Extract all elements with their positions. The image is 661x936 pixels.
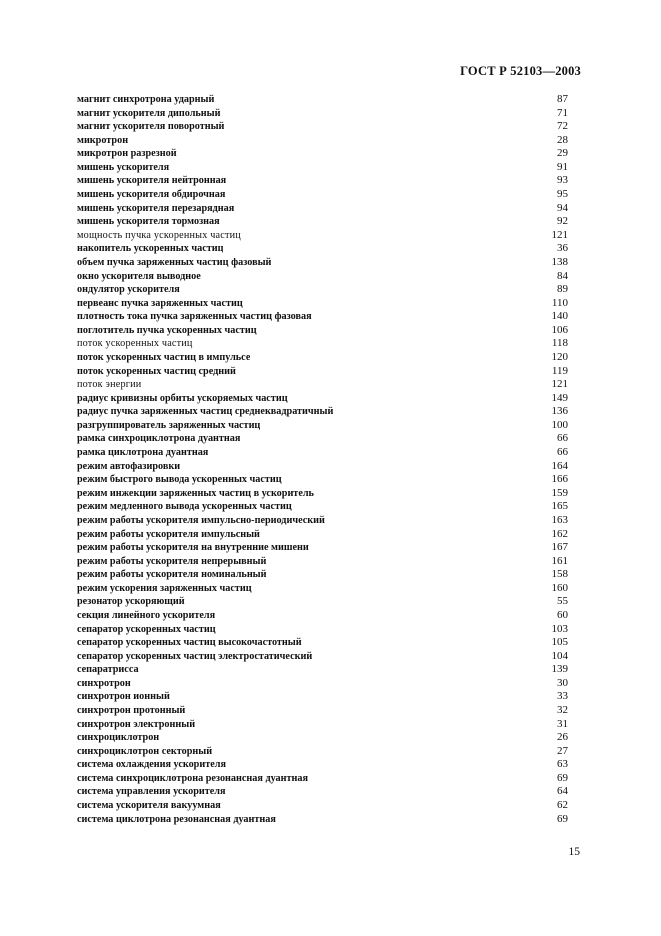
index-term: разгруппирователь заряженных частиц: [77, 419, 261, 431]
index-entry: [77, 188, 568, 202]
index-entry: [77, 446, 568, 460]
index-term: сепаратрисса: [77, 664, 139, 676]
index-term: микротрон разрезной: [77, 148, 177, 160]
index-term-number: 120: [551, 350, 568, 363]
index-term-number: 26: [557, 731, 568, 744]
index-term: накопитель ускоренных частиц: [77, 243, 224, 255]
index-term: синхроциклотрон секторный: [77, 745, 213, 757]
index-term-number: 95: [557, 188, 568, 201]
index-term-number: 119: [551, 364, 568, 377]
index-entry: [77, 582, 568, 596]
index-term-number: 31: [557, 717, 568, 730]
index-term: рамка циклотрона дуантная: [77, 447, 209, 459]
index-term: режим инжекции заряженных частиц в ускоритель: [77, 487, 314, 499]
index-entry: [77, 107, 568, 121]
index-term: режим ускорения заряженных частиц: [77, 582, 252, 594]
index-term: радиус кривизны орбиты ускоряемых частиц: [77, 392, 288, 404]
index-entry: [77, 758, 568, 772]
index-term-number: 104: [551, 649, 568, 662]
index-entry: [77, 813, 568, 827]
index-term: система циклотрона резонансная дуантная: [77, 813, 276, 825]
index-term-number: 161: [551, 554, 568, 567]
index-entry: [77, 704, 568, 718]
index-term-number: 159: [551, 486, 568, 499]
index-term-number: 72: [557, 120, 568, 133]
index-term-number: 167: [551, 541, 568, 554]
index-entry: [77, 636, 568, 650]
index-term: поток энергии: [77, 379, 142, 391]
index-entry: [77, 745, 568, 759]
index-term-number: 27: [557, 744, 568, 757]
index-term-number: 36: [557, 242, 568, 255]
index-term-number: 87: [557, 93, 568, 105]
index-entry: [77, 460, 568, 474]
index-term: сепаратор ускоренных частиц: [77, 623, 216, 635]
index-term-number: 103: [551, 622, 568, 635]
index-term: режим медленного вывода ускоренных частиц: [77, 501, 292, 513]
index-term: рамка синхроциклотрона дуантная: [77, 433, 241, 445]
index-entry: [77, 690, 568, 704]
index-term-number: 64: [557, 785, 568, 798]
index-term: синхротрон электронный: [77, 718, 196, 730]
index-term: магнит ускорителя поворотный: [77, 121, 225, 133]
index-term-number: 89: [557, 283, 568, 296]
index-entry: [77, 772, 568, 786]
index-term-number: 100: [551, 418, 568, 431]
index-term-number: 118: [551, 337, 568, 350]
index-term: объем пучка заряженных частиц фазовый: [77, 256, 272, 268]
index-term-number: 94: [557, 201, 568, 214]
index-term: магнит ускорителя дипольный: [77, 107, 221, 119]
index-entry: [77, 731, 568, 745]
index-term-number: 121: [551, 228, 568, 241]
index-term: система управления ускорителя: [77, 786, 226, 798]
index-entry: [77, 473, 568, 487]
index-entry: [77, 799, 568, 813]
index-entry: [77, 555, 568, 569]
index-entry: [77, 650, 568, 664]
index-term-number: 84: [557, 269, 568, 282]
index-entry: [77, 242, 568, 256]
index-entry: [77, 392, 568, 406]
index-term-number: 139: [551, 663, 568, 676]
index-entry: [77, 405, 568, 419]
index-term: резонатор ускоряющий: [77, 596, 185, 608]
index-entry: [77, 270, 568, 284]
index-term: окно ускорителя выводное: [77, 270, 201, 282]
index-term: режим работы ускорителя импульсно-периодический: [77, 514, 325, 526]
index-entry: [77, 256, 568, 270]
index-entry: [77, 718, 568, 732]
index-entry: [77, 365, 568, 379]
index-term-number: 110: [551, 296, 568, 309]
document-header: ГОСТ Р 52103—2003: [460, 64, 581, 78]
term-index-list: [77, 93, 568, 826]
index-term-number: 63: [557, 758, 568, 771]
index-term: синхроциклотрон: [77, 732, 160, 744]
index-term-number: 66: [557, 432, 568, 445]
index-entry: [77, 568, 568, 582]
index-term: система синхроциклотрона резонансная дуантная: [77, 772, 308, 784]
index-entry: [77, 677, 568, 691]
index-entry: [77, 310, 568, 324]
index-term: режим работы ускорителя импульсный: [77, 528, 260, 540]
index-entry: [77, 528, 568, 542]
index-term: поглотитель пучка ускоренных частиц: [77, 324, 257, 336]
index-term-number: 121: [551, 378, 568, 391]
index-term-number: 166: [551, 473, 568, 486]
index-term: сепаратор ускоренных частиц высокочастотный: [77, 637, 302, 649]
index-term-number: 138: [551, 255, 568, 268]
index-term: мощность пучка ускоренных частиц: [77, 229, 241, 241]
index-entry: [77, 120, 568, 134]
index-term-number: 140: [551, 310, 568, 323]
index-entry: [77, 93, 568, 107]
index-term: поток ускоренных частиц: [77, 338, 193, 350]
index-entry: [77, 432, 568, 446]
index-term-number: 106: [551, 323, 568, 336]
index-term: первеанс пучка заряженных частиц: [77, 297, 243, 309]
index-entry: [77, 297, 568, 311]
index-term-number: 158: [551, 568, 568, 581]
index-term: мишень ускорителя тормозная: [77, 216, 220, 228]
index-term-number: 69: [557, 812, 568, 825]
index-entry: [77, 174, 568, 188]
index-entry: [77, 663, 568, 677]
index-term-number: 162: [551, 527, 568, 540]
index-term-number: 92: [557, 215, 568, 228]
index-entry: [77, 785, 568, 799]
index-term-number: 33: [557, 690, 568, 703]
index-entry: [77, 609, 568, 623]
index-term-number: 160: [551, 581, 568, 594]
index-term: поток ускоренных частиц в импульсе: [77, 351, 251, 363]
index-term-number: 60: [557, 608, 568, 621]
index-term-number: 69: [557, 771, 568, 784]
index-term-number: 71: [557, 106, 568, 119]
index-term: мишень ускорителя перезарядная: [77, 202, 235, 214]
index-term-number: 28: [557, 133, 568, 146]
index-entry: [77, 324, 568, 338]
index-term-number: 55: [557, 595, 568, 608]
index-term: мишень ускорителя обдирочная: [77, 189, 226, 201]
index-term: режим работы ускорителя на внутренние мишени: [77, 542, 309, 554]
index-term: система охлаждения ускорителя: [77, 759, 226, 771]
index-term-number: 105: [551, 636, 568, 649]
index-entry: [77, 595, 568, 609]
index-term: режим быстрого вывода ускоренных частиц: [77, 474, 282, 486]
index-entry: [77, 500, 568, 514]
index-term: режим работы ускорителя номинальный: [77, 569, 267, 581]
index-term-number: 164: [551, 459, 568, 472]
index-entry: [77, 134, 568, 148]
index-term-number: 163: [551, 513, 568, 526]
index-term-number: 29: [557, 147, 568, 160]
index-entry: [77, 337, 568, 351]
index-entry: [77, 623, 568, 637]
index-term: мишень ускорителя нейтронная: [77, 175, 227, 187]
index-term: сепаратор ускоренных частиц электростатический: [77, 650, 313, 662]
index-entry: [77, 147, 568, 161]
index-term: ондулятор ускорителя: [77, 284, 180, 296]
index-term: магнит синхротрона ударный: [77, 94, 215, 105]
index-term: поток ускоренных частиц средний: [77, 365, 236, 377]
index-term: плотность тока пучка заряженных частиц фазовая: [77, 311, 312, 323]
index-term-number: 91: [557, 160, 568, 173]
index-term-number: 30: [557, 676, 568, 689]
index-entry: [77, 161, 568, 175]
index-term: секция линейного ускорителя: [77, 609, 216, 621]
index-term: микротрон: [77, 134, 129, 146]
page-number: 15: [568, 846, 580, 858]
index-term: синхротрон: [77, 677, 131, 689]
index-term-number: 93: [557, 174, 568, 187]
index-entry: [77, 202, 568, 216]
index-entry: [77, 514, 568, 528]
index-term-number: 136: [551, 405, 568, 418]
index-entry: [77, 215, 568, 229]
index-term-number: 32: [557, 704, 568, 717]
index-term: система ускорителя вакуумная: [77, 800, 221, 812]
index-term-number: 62: [557, 799, 568, 812]
index-term: режим работы ускорителя непрерывный: [77, 555, 267, 567]
index-entry: [77, 487, 568, 501]
index-entry: [77, 378, 568, 392]
index-term-number: 66: [557, 446, 568, 459]
index-term: синхротрон ионный: [77, 691, 170, 703]
index-term-number: 149: [551, 391, 568, 404]
index-entry: [77, 541, 568, 555]
index-entry: [77, 283, 568, 297]
index-term: мишень ускорителя: [77, 161, 170, 173]
index-term: радиус пучка заряженных частиц среднеквадратичный: [77, 406, 334, 418]
index-term: режим автофазировки: [77, 460, 181, 472]
index-term-number: 165: [551, 500, 568, 513]
index-entry: [77, 419, 568, 433]
index-entry: [77, 229, 568, 243]
index-term: синхротрон протонный: [77, 705, 186, 717]
index-entry: [77, 351, 568, 365]
